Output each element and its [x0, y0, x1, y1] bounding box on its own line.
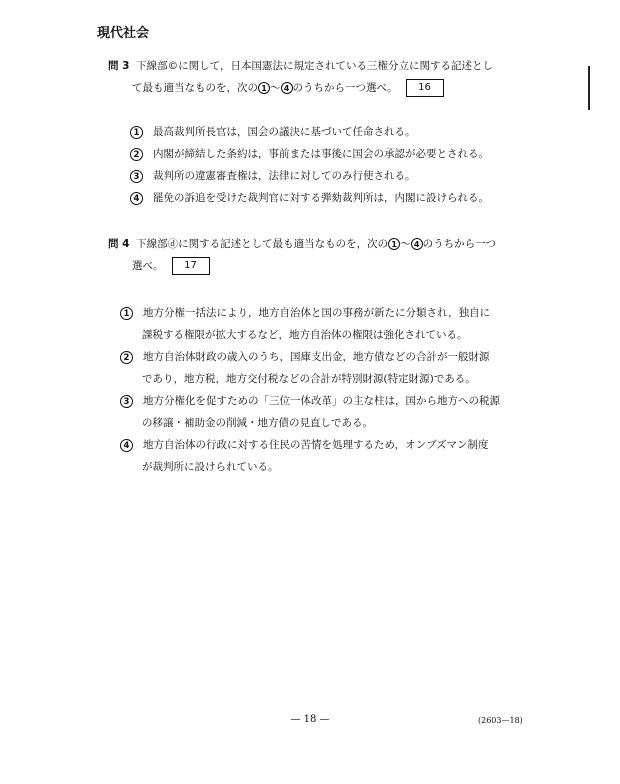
question-4-options: [120, 302, 500, 478]
option-4: [120, 434, 500, 456]
option-4-cont: [120, 456, 500, 478]
question-3-label: 問 3: [108, 60, 130, 72]
question-3-line1: 下線部©に関して，日本国憲法に規定されている三権分立に関する記述とし: [136, 60, 493, 72]
option-text-line2: の移譲・補助金の削減・地方債の見直しである。: [142, 417, 373, 429]
option-4: [130, 187, 489, 209]
option-text: 裁判所の違憲審査権は，法律に対してのみ行使される。: [153, 170, 416, 182]
circled-number-icon: 4: [120, 439, 133, 452]
circled-number-icon: 3: [130, 170, 143, 183]
option-1: [120, 302, 500, 324]
option-3-cont: [120, 412, 500, 434]
margin-mark: [588, 66, 590, 110]
option-text-line1: 地方自治体財政の歳入のうち，国庫支出金，地方債などの合計が一般財源: [143, 351, 490, 363]
page-number: — 18 —: [290, 714, 330, 725]
circled-number-icon: 2: [120, 351, 133, 364]
circled-number-icon: 3: [120, 395, 133, 408]
question-4-label: 問 4: [108, 238, 130, 250]
range-separator: ～: [400, 238, 411, 250]
option-3: [130, 165, 489, 187]
circled-number-icon: 1: [258, 82, 270, 94]
answer-box-17: 17: [172, 257, 210, 275]
question-4-line2: 選べ。: [132, 260, 164, 272]
option-text-line1: 地方自治体の行政に対する住民の苦情を処理するため，オンブズマン制度: [143, 439, 489, 451]
question-3-line2a: て最も適当なものを，次の: [132, 82, 258, 94]
option-2: [130, 143, 489, 165]
option-1: [130, 121, 489, 143]
question-4-line1b: のうちから一つ: [422, 238, 497, 250]
option-text: 最高裁判所長官は，国会の議決に基づいて任命される。: [153, 126, 416, 138]
option-text-line1: 地方分権一括法により，地方自治体と国の事務が新たに分類され，独自に: [143, 307, 491, 319]
option-text-line1: 地方分権化を促すための「三位一体改革」の主な柱は，国から地方への税源: [143, 395, 500, 407]
option-1-cont: [120, 324, 500, 346]
circled-number-icon: 1: [130, 126, 143, 139]
option-text: 罷免の訴追を受けた裁判官に対する弾劾裁判所は，内閣に設けられる。: [153, 192, 489, 204]
circled-number-icon: 2: [130, 148, 143, 161]
circled-number-icon: 4: [130, 192, 143, 205]
circled-number-icon: 4: [281, 82, 293, 94]
subject-title: 現代社会: [97, 26, 150, 41]
option-3: [120, 390, 500, 412]
circled-number-icon: 1: [388, 238, 400, 250]
answer-box-16: 16: [406, 79, 444, 97]
option-2: [120, 346, 500, 368]
circled-number-icon: 1: [120, 307, 133, 320]
option-2-cont: [120, 368, 500, 390]
question-3: [108, 55, 493, 99]
question-3-options: [130, 121, 489, 209]
range-separator: ～: [270, 82, 281, 94]
option-text-line2: 課税する権限が拡大するなど，地方自治体の権限は強化されている。: [142, 329, 468, 341]
option-text: 内閣が締結した条約は，事前または事後に国会の承認が必要とされる。: [153, 148, 489, 160]
exam-code: (2603—18): [478, 716, 523, 725]
question-4-line1a: 下線部ⓓに関する記述として最も適当なものを，次の: [136, 238, 389, 250]
question-3-line2b: のうちから一つ選べ。: [292, 82, 398, 94]
circled-number-icon: 4: [411, 238, 423, 250]
option-text-line2: であり，地方税，地方交付税などの合計が特別財源(特定財源)である。: [142, 373, 476, 385]
question-4: [108, 233, 496, 277]
option-text-line2: が裁判所に設けられている。: [142, 461, 279, 473]
